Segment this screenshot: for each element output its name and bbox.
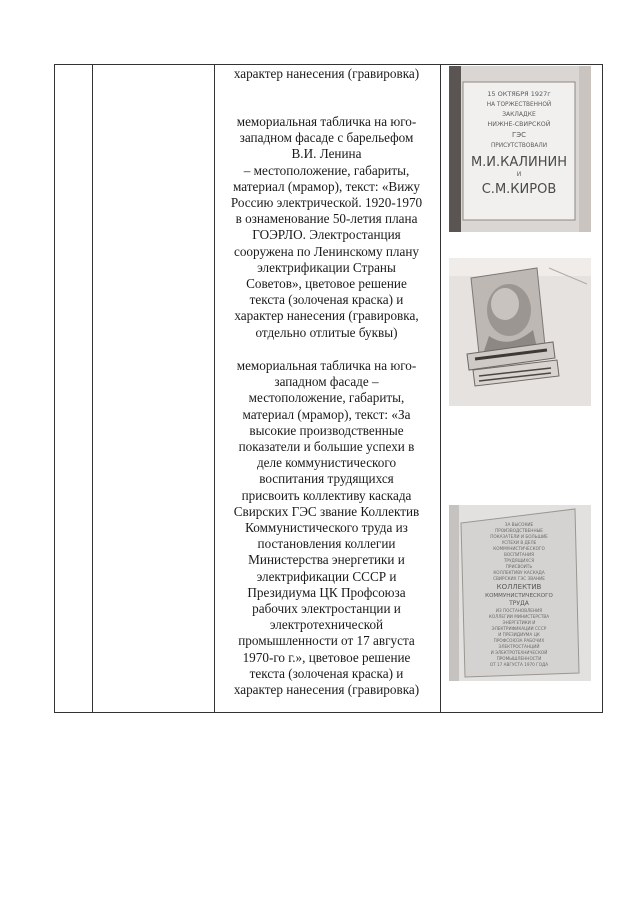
plaque-line: ПОКАЗАТЕЛИ И БОЛЬШИЕ (490, 534, 548, 539)
description-paragraph: характер нанесения (гравировка) (233, 66, 420, 81)
plaque-line: СВИРСКИХ ГЭС ЗВАНИЕ (493, 576, 545, 581)
plaque-line: ЭНЕРГЕТИКИ И (502, 620, 536, 625)
plaque-line: ОТ 17 АВГУСТА 1970 ГОДА (489, 662, 549, 667)
description-paragraph: мемориальная табличка на юго- западном фасаде с барельефом В.И. Ленина – местоположение, габариты, материал (мрамор), текст: «Вижу Россию электрической. 1920-1970 в ознаменование 50-летия плана ГОЭРЛО. Электростанция сооружена по Ленинскому плану электрификации Страны Советов», цветовое решение текста (золоченая краска) и характер нанесения (гравировка, отдельно отлитые буквы) (230, 114, 423, 340)
plaque-line: ВОСПИТАНИЯ (504, 552, 534, 557)
plaque-photo-kalinin-kirov (449, 66, 591, 232)
description-paragraph: мемориальная табличка на юго- западном фасаде – местоположение, габариты, материал (мрамор), текст: «За высокие производственные показатели и большие успехи в деле коммунистического воспитания трудящихся присвоить коллективу каскада Свирских ГЭС звание Коллектив Коммунистического труда из постановления коллегии Министерства энергетики и электрификации СССР и Президиума ЦК Профсоюза рабочих электростанции и электротехнической промышленности от 17 августа 1970-го г.», цветовое решение текста (золоченая краска) и характер нанесения (гравировка) (233, 358, 420, 698)
plaque-line: ГЭС (511, 131, 527, 139)
plaque-line: УСПЕХИ В ДЕЛЕ (501, 540, 537, 545)
plaque-line: КОММУНИСТИЧЕСКОГО (485, 593, 553, 599)
plaque-photo-lenin-bas-relief (449, 258, 591, 406)
plaque-line: ТРУДЯЩИХСЯ (503, 558, 535, 563)
plaque-line: И ПРЕЗИДИУМА ЦК (498, 632, 540, 637)
plaque-line: И ЭЛЕКТРОТЕХНИЧЕСКОЙ (490, 650, 548, 655)
plaque-line: НА ТОРЖЕСТВЕННОЙ (486, 102, 552, 108)
plaque-line: И (516, 171, 522, 178)
plaque-line: С.М.КИРОВ (481, 182, 557, 197)
plaque-line: НИЖНЕ-СВИРСКОЙ (487, 121, 551, 128)
plaque-line: М.И.КАЛИНИН (470, 155, 568, 170)
plaque-line: ТРУДА (509, 600, 529, 607)
plaque-line: ИЗ ПОСТАНОВЛЕНИЯ (495, 608, 543, 613)
plaque-line: ЗА ВЫСОКИЕ (504, 522, 534, 527)
plaque-line: КОЛЛЕГИИ МИНИСТЕРСТВА (488, 614, 550, 619)
plaque-line: ПРОМЫШЛЕННОСТИ (496, 656, 542, 661)
plaque-line: КОММУНИСТИЧЕСКОГО (493, 546, 545, 551)
plaque-line: ПРОИЗВОДСТВЕННЫЕ (495, 528, 543, 533)
plaque-line: ЭЛЕКТРОСТАНЦИЙ (498, 644, 540, 649)
plaque-line: ПРОФСОЮЗА РАБОЧИХ (493, 638, 545, 643)
column-divider (92, 65, 93, 712)
column-divider (440, 65, 441, 712)
plaque-line: ПРИСУТСТВОВАЛИ (490, 143, 548, 149)
plaque-line: ЗАКЛАДКЕ (502, 111, 536, 118)
plaque-photo-communist-labour (449, 505, 591, 681)
plaque-line: 15 ОКТЯБРЯ 1927г (487, 90, 551, 98)
plaque-line: ЭЛЕКТРИФИКАЦИИ СССР (491, 626, 547, 631)
plaque-line: ПРИСВОИТЬ (505, 564, 533, 569)
plaque-line: КОЛЛЕКТИВУ КАСКАДА (493, 570, 545, 575)
plaque-line: КОЛЛЕКТИВ (496, 583, 542, 591)
